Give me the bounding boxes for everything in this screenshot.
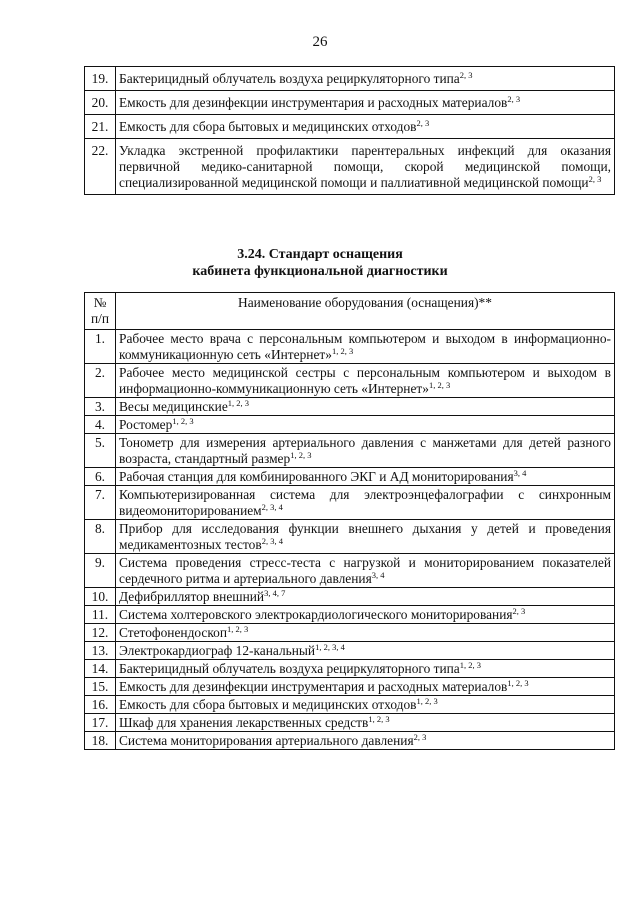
row-number: 8. <box>85 520 116 554</box>
footnote-refs: 2, 3 <box>507 94 521 104</box>
row-equipment-name <box>116 139 615 195</box>
row-number: 16. <box>85 696 116 714</box>
main-table-body <box>85 330 615 750</box>
table-row <box>85 696 615 714</box>
row-number: 17. <box>85 714 116 732</box>
equipment-name-text: Емкость для сбора бытовых и медицинских отходов <box>119 119 417 134</box>
row-number: 3. <box>85 398 116 416</box>
equipment-name-text: Шкаф для хранения лекарственных средств <box>119 715 369 730</box>
table-row <box>85 678 615 696</box>
section-title <box>0 246 640 280</box>
row-equipment-name <box>116 91 615 115</box>
row-equipment-name <box>116 330 615 364</box>
table-row <box>85 434 615 468</box>
table-row <box>85 416 615 434</box>
row-equipment-name <box>116 732 615 750</box>
footnote-refs: 2, 3 <box>416 118 430 128</box>
footnote-refs: 2, 3 <box>512 606 526 616</box>
equipment-name-text: Прибор для исследования функции внешнего дыхания у детей и проведения медикаментозных тестов <box>119 521 611 552</box>
row-number: 20. <box>85 91 116 115</box>
row-number: 18. <box>85 732 116 750</box>
equipment-name-text: Рабочее место врача с персональным компьютером и выходом в информационно-коммуникационную сеть «Интернет» <box>119 331 611 362</box>
row-number: 4. <box>85 416 116 434</box>
equipment-name-text: Бактерицидный облучатель воздуха рециркуляторного типа <box>119 661 460 676</box>
equipment-name-text: Компьютеризированная система для электроэнцефалографии с синхронным видеомониторированием <box>119 487 611 518</box>
row-number: 15. <box>85 678 116 696</box>
row-equipment-name <box>116 678 615 696</box>
footnote-refs: 1, 2, 3 <box>172 416 194 426</box>
footnote-refs: 1, 2, 3 <box>459 660 481 670</box>
row-number: 13. <box>85 642 116 660</box>
row-equipment-name <box>116 398 615 416</box>
equipment-name-text: Электрокардиограф 12-канальный <box>119 643 316 658</box>
equipment-name-text: Тонометр для измерения артериального давления с манжетами для детей разного возраста, стандартный размер <box>119 435 611 466</box>
equipment-name-text: Ростомер <box>119 417 173 432</box>
footnote-refs: 3, 4, 7 <box>264 588 286 598</box>
table-header-row <box>85 293 615 330</box>
row-number: 6. <box>85 468 116 486</box>
row-equipment-name <box>116 67 615 91</box>
table-row <box>85 624 615 642</box>
table-row <box>85 732 615 750</box>
row-number: 11. <box>85 606 116 624</box>
row-number: 7. <box>85 486 116 520</box>
table-row <box>85 486 615 520</box>
equipment-name-text: Бактерицидный облучатель воздуха рециркуляторного типа <box>119 71 460 86</box>
row-equipment-name <box>116 642 615 660</box>
row-number: 5. <box>85 434 116 468</box>
footnote-refs: 3, 4 <box>371 570 385 580</box>
equipment-name-text: Рабочая станция для комбинированного ЭКГ и АД мониторирования <box>119 469 514 484</box>
row-equipment-name <box>116 520 615 554</box>
row-equipment-name <box>116 554 615 588</box>
footnote-refs: 1, 2, 3 <box>416 696 438 706</box>
row-equipment-name <box>116 624 615 642</box>
row-equipment-name <box>116 660 615 678</box>
equipment-name-text: Рабочее место медицинской сестры с персональным компьютером и выходом в информационно-коммуникационную сеть «Интернет» <box>119 365 611 396</box>
row-equipment-name <box>116 416 615 434</box>
table-row <box>85 364 615 398</box>
row-equipment-name <box>116 714 615 732</box>
row-equipment-name <box>116 606 615 624</box>
footnote-refs: 2, 3 <box>459 70 473 80</box>
equipment-table <box>84 292 615 750</box>
equipment-name-text: Система холтеровского электрокардиологического мониторирования <box>119 607 513 622</box>
top-table-body <box>85 67 615 195</box>
footnote-refs: 1, 2, 3 <box>368 714 390 724</box>
footnote-refs: 1, 2, 3 <box>507 678 529 688</box>
header-name-cell: Наименование оборудования (оснащения)** <box>116 293 615 330</box>
footnote-refs: 1, 2, 3 <box>428 380 451 390</box>
table-row <box>85 139 615 195</box>
footnote-refs: 2, 3 <box>413 732 427 742</box>
row-number: 21. <box>85 115 116 139</box>
footnote-refs: 1, 2, 3 <box>290 450 312 460</box>
equipment-table-continued <box>84 66 615 195</box>
row-number: 19. <box>85 67 116 91</box>
table-row <box>85 642 615 660</box>
footnote-refs: 1, 2, 3 <box>227 398 250 408</box>
equipment-name-text: Весы медицинские <box>119 399 228 414</box>
equipment-name-text: Укладка экстренной профилактики парентеральных инфекций для оказания первичной медико-санитарной помощи, скорой медицинской помощи, специализированной медицинской помощи и паллиативной медицинской помощи <box>119 143 611 190</box>
table-row <box>85 115 615 139</box>
footnote-refs: 2, 3, 4 <box>261 502 283 512</box>
table-row <box>85 588 615 606</box>
table-row <box>85 554 615 588</box>
row-equipment-name <box>116 115 615 139</box>
section-title-line1: 3.24. Стандарт оснащения <box>237 247 403 262</box>
equipment-name-text: Емкость для дезинфекции инструментария и расходных материалов <box>119 95 508 110</box>
table-row <box>85 660 615 678</box>
table-row <box>85 398 615 416</box>
row-number: 10. <box>85 588 116 606</box>
table-row <box>85 91 615 115</box>
equipment-name-text: Система мониторирования артериального давления <box>119 733 414 748</box>
equipment-name-text: Дефибриллятор внешний <box>119 589 265 604</box>
header-num-line1: № <box>93 295 107 310</box>
equipment-name-text: Система проведения стресс-теста с нагрузкой и мониторированием показателей сердечного ритма и артериального давления <box>119 555 611 586</box>
footnote-refs: 2, 3, 4 <box>261 536 283 546</box>
row-number: 14. <box>85 660 116 678</box>
footnote-refs: 1, 2, 3, 4 <box>315 642 345 652</box>
header-num-cell <box>85 293 116 330</box>
footnote-refs: 2, 3 <box>588 174 602 184</box>
row-equipment-name <box>116 696 615 714</box>
header-num-line2: п/п <box>90 311 110 326</box>
row-number: 22. <box>85 139 116 195</box>
table-row <box>85 468 615 486</box>
row-number: 1. <box>85 330 116 364</box>
equipment-name-text: Стетофонендоскоп <box>119 625 228 640</box>
row-equipment-name <box>116 486 615 520</box>
table-row <box>85 714 615 732</box>
table-row <box>85 67 615 91</box>
row-number: 2. <box>85 364 116 398</box>
table-row <box>85 330 615 364</box>
row-equipment-name <box>116 588 615 606</box>
section-title-line2: кабинета функциональной диагностики <box>192 264 448 279</box>
row-number: 9. <box>85 554 116 588</box>
page-number: 26 <box>312 34 328 50</box>
row-equipment-name <box>116 364 615 398</box>
footnote-refs: 3, 4 <box>513 468 527 478</box>
footnote-refs: 1, 2, 3 <box>227 624 249 634</box>
table-row <box>85 606 615 624</box>
equipment-name-text: Емкость для сбора бытовых и медицинских отходов <box>119 697 417 712</box>
table-row <box>85 520 615 554</box>
row-equipment-name <box>116 434 615 468</box>
row-number: 12. <box>85 624 116 642</box>
footnote-refs: 1, 2, 3 <box>331 346 354 356</box>
row-equipment-name <box>116 468 615 486</box>
equipment-name-text: Емкость для дезинфекции инструментария и расходных материалов <box>119 679 508 694</box>
